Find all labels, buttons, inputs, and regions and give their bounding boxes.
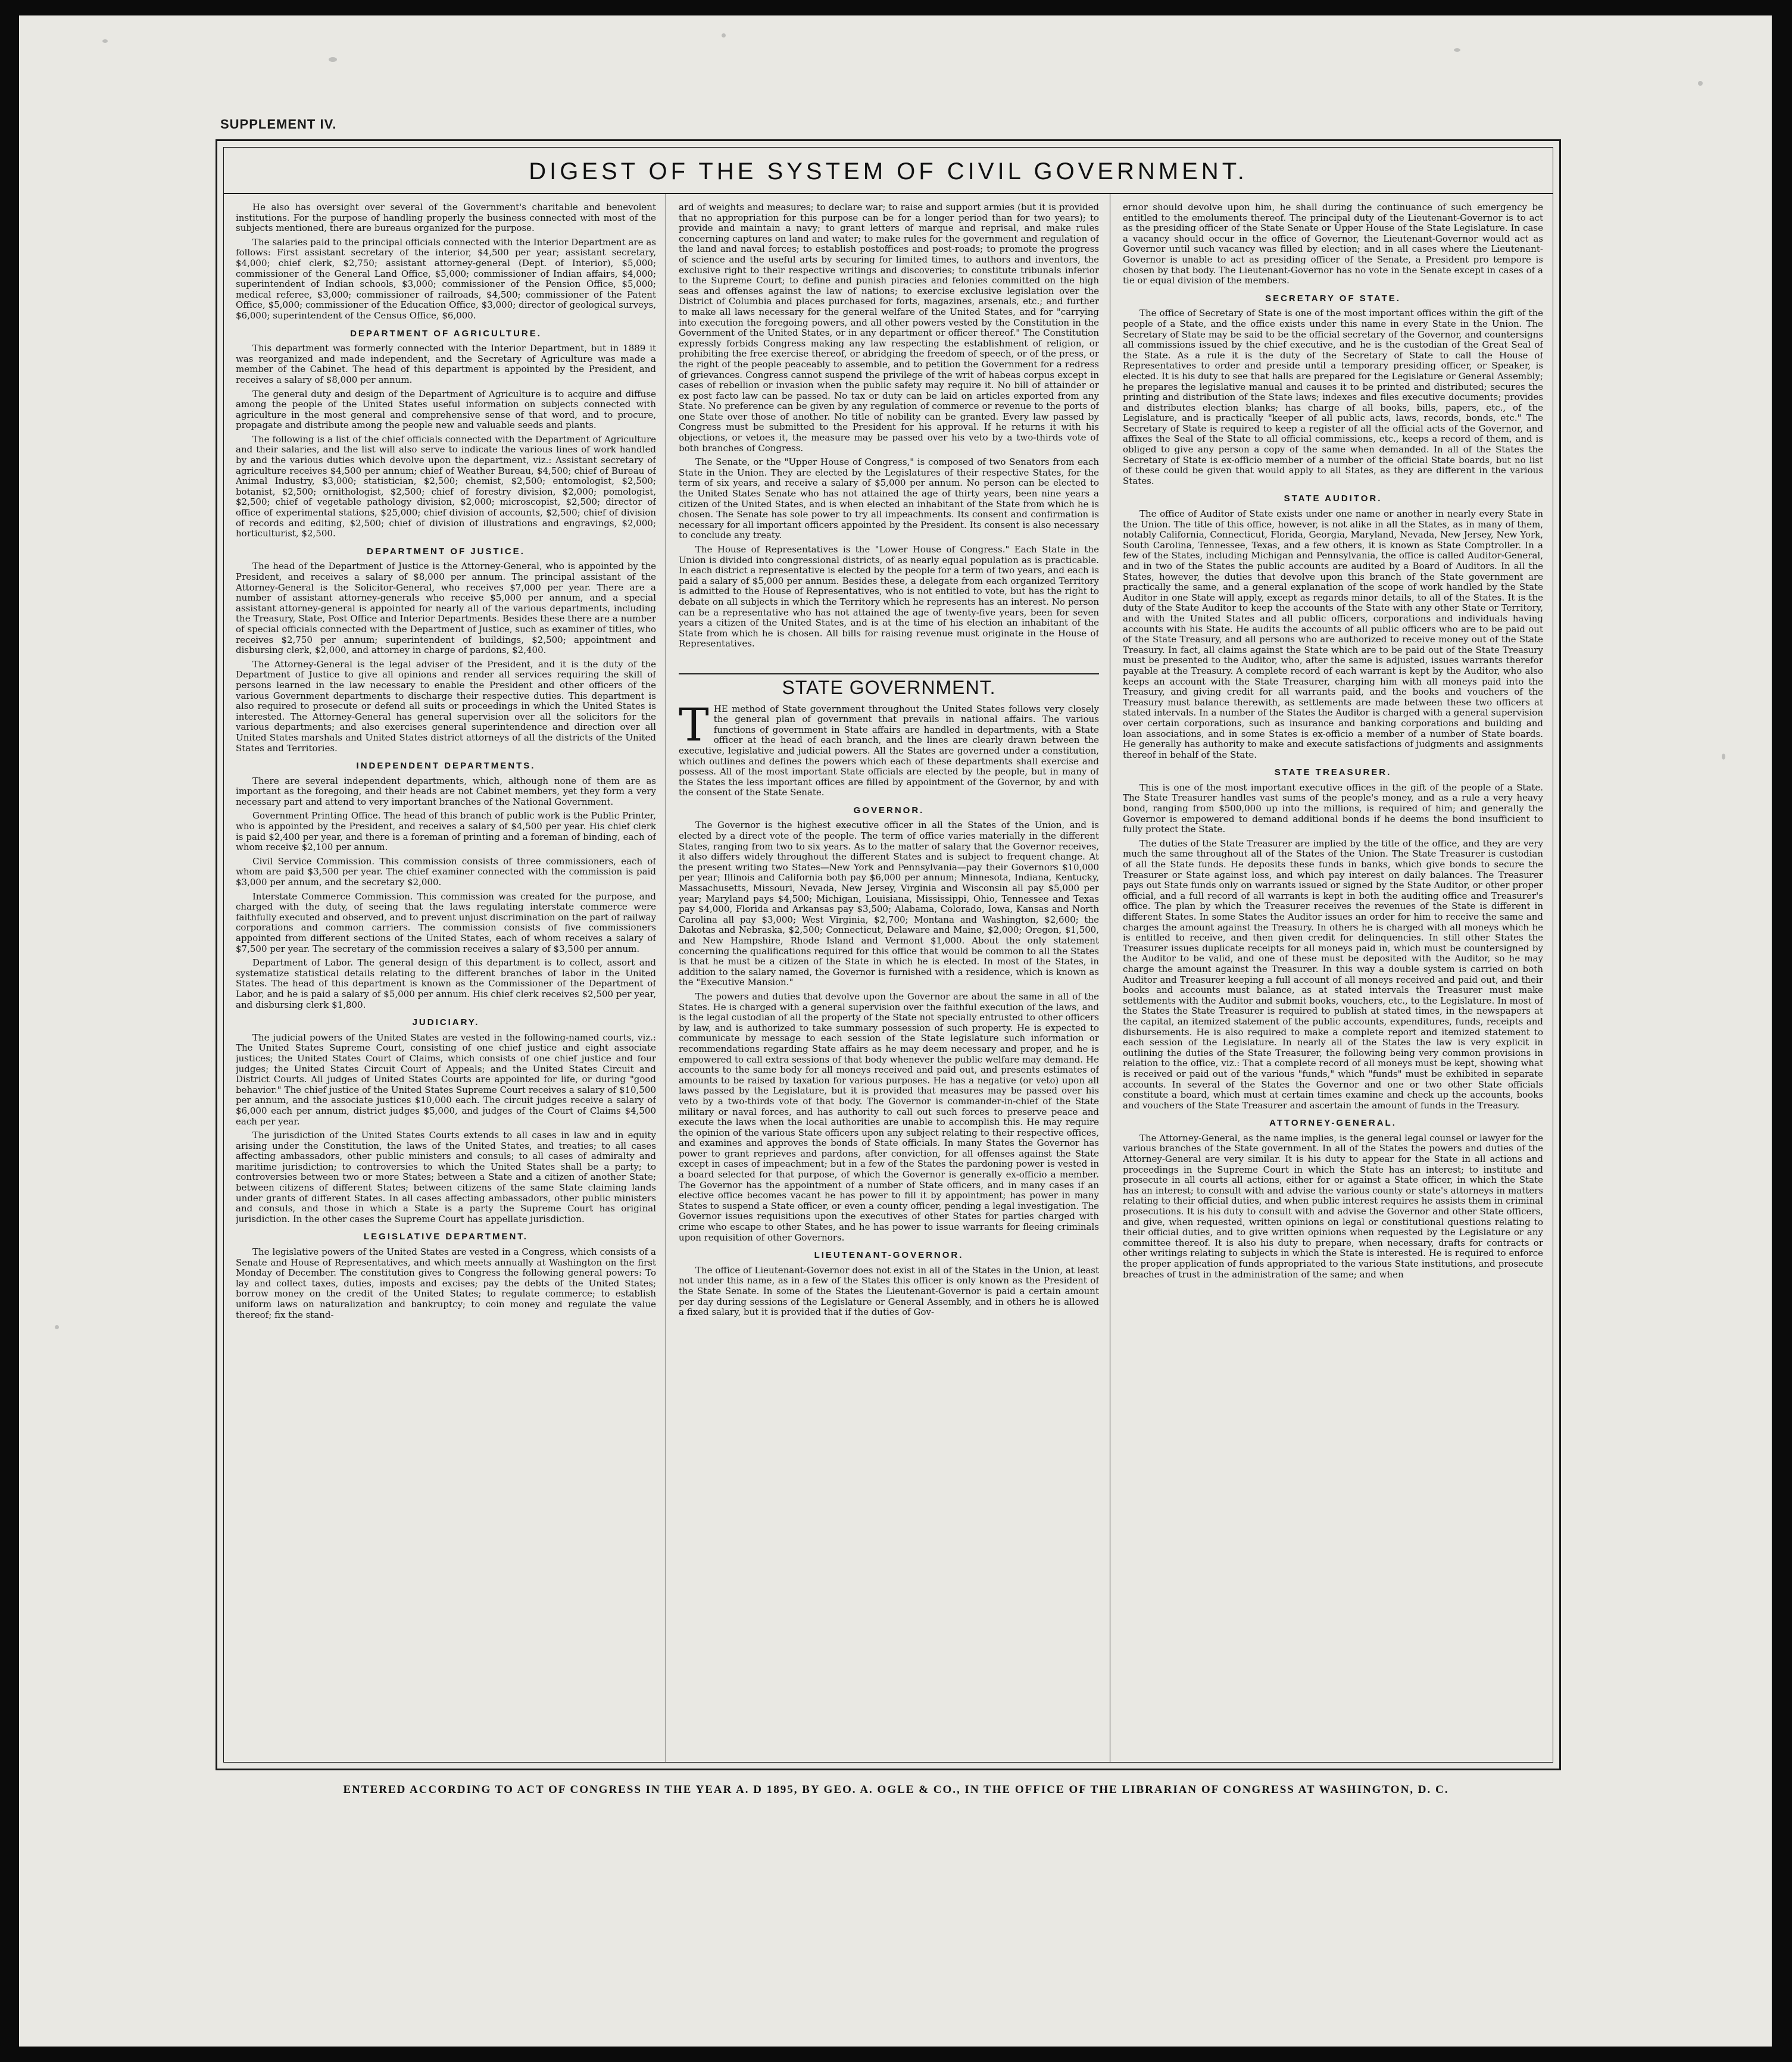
paragraph: He also has oversight over several of the Government's charitable and benevolent institutions. For the purpose of handling properly the business connected with most of the subjects mentioned, there are bureaus organized for the purpose.: [236, 202, 656, 234]
section-heading-treasurer: STATE TREASURER.: [1274, 767, 1392, 778]
paragraph: This department was formerly connected with the Interior Department, but in 1889 it was reorganized and made independent, and the Secretary of Agriculture was made a member of the Cabinet. The head of this department is appointed by the President, and receives a salary of $8,000 per annum.: [236, 343, 656, 385]
paragraph: The legislative powers of the United States are vested in a Congress, which consists of a Senate and House of Representatives, and which meets annually at Washington on the first Monday of December. The constitution gives to Congress the following general powers: To lay and collect taxes, duties, imposts and excises; pay the debts of the United States; borrow money on the credit of the United States; to regulate commerce; to establish uniform laws on naturalization and bankruptcy; to coin money and regulate the value thereof; fix the stand-: [236, 1246, 656, 1320]
section-heading-governor: GOVERNOR.: [853, 805, 925, 816]
paragraph: The Senate, or the "Upper House of Congress," is composed of two Senators from each State in the Union. They are elected by the Legislatures of their respective States, for the term of six years, and receive a salary of $5,000 per annum. No person can be elected to the United States Senate who has not attained the age of thirty years, been nine years a citizen of the United States, and is when elected an inhabitant of the State from which he is chosen. The Senate has sole power to try all impeachments. Its consent and confirmation is necessary for all important officers appointed by the President. Its consent is also necessary to conclude any treaty.: [679, 457, 1099, 541]
state-intro: [679, 704, 1099, 798]
digest-frame: [216, 139, 1561, 1770]
paragraph: HE method of State government throughout the United States follows very closely the general plan of government that prevails in national affairs. The various functions of government in State affairs are handled in departments, with a State officer at the head of each branch, and the lines are clearly drawn between the executive, legislative and judicial powers. All the States are governed under a constitution, which outlines and defines the powers which each of these departments shall exercise and possess. All of the most important State officials are elected by the people, but in many of the States the less important offices are filled by appointment of the Governor, by and with the consent of the State Senate.: [679, 704, 1099, 798]
section-heading-justice: DEPARTMENT OF JUSTICE.: [367, 546, 525, 557]
section-heading-secretary: SECRETARY OF STATE.: [1265, 293, 1401, 304]
paragraph: The head of the Department of Justice is the Attorney-General, who is appointed by the President, and receives a salary of $8,000 per annum. The principal assistant of the Attorney-General is the Solicitor-General, who receives $7,000 per year. There are a number of assistant attorney-generals who receive $5,000 per annum, and a special assistant attorney-general is appointed for nearly all of the various departments, including the Treasury, State, Post Office and Interior Departments. Besides these there are a number of special officials connected with the Department of Justice, such as examiner of titles, who receives $2,750 per annum; superintendent of buildings, $2,500; appointment and disbursing clerk, $2,000, and attorney in charge of pardons, $2,400.: [236, 561, 656, 656]
supplement-label: SUPPLEMENT IV.: [220, 117, 337, 132]
paragraph: The general duty and design of the Department of Agriculture is to acquire and diffuse among the people of the United States useful information on subjects connected with agriculture in the most general and comprehensive sense of that word, and to procure, propagate and distribute among the people new and valuable seeds and plants.: [236, 388, 656, 431]
section-heading-lieutenant-governor: LIEUTENANT-GOVERNOR.: [814, 1250, 964, 1261]
section-heading-judiciary: JUDICIARY.: [412, 1017, 480, 1028]
paragraph: The Attorney-General is the legal adviser of the President, and it is the duty of the Department of Justice to give all opinions and render all services requiring the skill of persons learned in the law necessary to enable the President and other officers of the various Government departments to discharge their respective duties. This department is also required to prosecute or defend all suits or proceedings in which the United States is interested. The Attorney-General has general supervision over all the solicitors for the various departments; and also exercises general superintendence and direction over all United States marshals and United States district attorneys of all the districts of the United States and Territories.: [236, 658, 656, 754]
page-title: DIGEST OF THE SYSTEM OF CIVIL GOVERNMENT.: [529, 158, 1248, 185]
paragraph: Government Printing Office. The head of this branch of public work is the Public Printer, who is appointed by the President, and receives a salary of $4,500 per year. His chief clerk is paid $2,400 per year, and there is a foreman of printing and a foreman of binding, each of whom receive $2,100 per annum.: [236, 810, 656, 853]
title-rule: [224, 193, 1553, 194]
paragraph: The office of Lieutenant-Governor does not exist in all of the States in the Union, at least not under this name, as in a few of the States this officer is only known as the President of the State Senate. In some of the States the Lieutenant-Governor is paid a certain amount per day during sessions of the Legislature or General Assembly, and in others he is allowed a fixed salary, but it is provided that if the duties of Gov-: [679, 1264, 1099, 1318]
paragraph: The office of Secretary of State is one of the most important offices within the gift of the people of a State, and the office exists under this name in every State in the Union. The Secretary of State may be said to be the official secretary of the Governor, and countersigns all commissions issued by the chief executive, and he is the custodian of the Great Seal of the State. As a rule it is the duty of the Secretary of State to call the House of Representatives to order and preside until a temporary presiding officer, or Speaker, is elected. It is his duty to see that halls are prepared for the Legislature or General Assembly; he prepares the legislative manual and causes it to be printed and distributed; secures the printing and distribution of the State laws; indexes and files executive documents; provides and distributes election blanks; has charge of all books, bills, papers, etc., of the Legislature, and is practically "keeper of all public acts, laws, records, bonds, etc." The Secretary of State is required to keep a register of all the official acts of the Governor, and affixes the Seal of the State to all official commissions, etc., keeps a record of them, and is obliged to give any person a copy of the same when demanded. In all of the States the Secretary of State is ex-officio member of a number of the official State boards, but no list of these could be given that would apply to all States, as they are different in the various States.: [1123, 308, 1543, 486]
paragraph: The following is a list of the chief officials connected with the Department of Agriculture and their salaries, and the list will also serve to indicate the various lines of work handled by and the various duties which devolve upon the department, viz.: Assistant secretary of agriculture receives $4,500 per annum; chief of Weather Bureau, $4,500; chief of Bureau of Animal Industry, $3,000; statistician, $2,500; chemist, $2,500; entomologist, $2,500; botanist, $2,500; ornithologist, $2,500; chief of forestry division, $2,000; pomologist, $2,500; chief of vegetable pathology division, $2,000; microscopist, $2,500; director of office of experimental stations, $25,000; chief division of accounts, $2,500; chief of division of records and editing, $2,500; chief of division of illustrations and engravings, $2,000; horticulturist, $2,500.: [236, 433, 656, 539]
copyright-footer: ENTERED ACCORDING TO ACT OF CONGRESS IN THE YEAR A. D 1895, BY GEO. A. OGLE & CO., IN THE OFFICE OF THE LIBRARIAN OF CONGRESS AT WASHINGTON, D. C.: [343, 1783, 1449, 1796]
state-government-heading: STATE GOVERNMENT.: [679, 673, 1099, 693]
paragraph: The salaries paid to the principal officials connected with the Interior Department are as follows: First assistant secretary of the interior, $4,500 per year; assistant secretary, $4,000; chief clerk, $2,750; assistant attorney-general (Dept. of Interior), $5,000; commissioner of the General Land Office, $5,000; commissioner of Indian affairs, $4,000; superintendent of Indian schools, $3,000; commissioner of the Pension Office, $5,000; medical referee, $3,000; commissioner of railroads, $4,500; commissioner of the Patent Office, $5,000; commissioner of the Education Office, $3,000; director of geological surveys, $6,000; superintendent of the Census Office, $6,000.: [236, 236, 656, 321]
paragraph: The Attorney-General, as the name implies, is the general legal counsel or lawyer for the various branches of the State government. In all of the States the powers and duties of the Attorney-General are very similar. It is his duty to appear for the State in all actions and proceedings in the Supreme Court in which the State has an interest; to institute and prosecute in all courts all actions, either for or against a State officer, in which the State has an interest; to consult with and advise the various county or state's attorneys in matters relating to their official duties, and when public interest requires he assists them in criminal prosecutions. It is his duty to consult with and advise the Governor and other State officers, and give, when requested, written opinions on legal or constitutional questions relating to their official duties, and to give written opinions when requested by the Legislature or any committee thereof. It is also his duty to prepare, when necessary, drafts for contracts or other writings relating to subjects in which the State is interested. He is required to enforce the proper application of funds appropriated to the various State institutions, and prosecute breaches of trust in the administration of the same; and when: [1123, 1132, 1543, 1280]
section-heading-agriculture: DEPARTMENT OF AGRICULTURE.: [350, 328, 542, 339]
digest-inner: [223, 147, 1553, 1763]
drop-cap: T: [679, 704, 709, 751]
paragraph: The Governor is the highest executive officer in all the States of the Union, and is elected by a direct vote of the people. The term of office varies materially in the different States, ranging from two to six years. As to the matter of salary that the Governor receives, it also differs widely throughout the different States and is subject to frequent change. At the present writing two States—New York and Pennsylvania—pay their Governors $10,000 per year; Illinois and California both pay $6,000 per annum; Minnesota, Indiana, Kentucky, Massachusetts, Missouri, Nevada, New Jersey, Virginia and Wisconsin all pay $5,000 per year; Maryland pays $4,500; Michigan, Louisiana, Mississippi, Ohio, Tennessee and Texas pay $4,000, Florida and Arkansas pay $3,500; Alabama, Colorado, Iowa, Kansas and North Carolina all pay $3,000; West Virginia, $2,700; Montana and Washington, $2,600; the Dakotas and Nebraska, $2,500; Connecticut, Delaware and Maine, $2,000; Oregon, $1,500, and New Hampshire, Rhode Island and Vermont $1,000. About the only statement concerning the qualifications required for this office that would be common to all the States is that he must be a citizen of the State in which he is elected. In most of the States, in addition to the salary named, the Governor is furnished with a residence, which is known as the "Executive Mansion.": [679, 820, 1099, 988]
section-heading-attorney-general: ATTORNEY-GENERAL.: [1269, 1118, 1397, 1129]
section-heading-legislative: LEGISLATIVE DEPARTMENT.: [364, 1232, 528, 1242]
paragraph: The House of Representatives is the "Lower House of Congress." Each State in the Union is divided into congressional districts, of as nearly equal population as is practicable. In each district a representative is elected by the people for a term of two years, and each is paid a salary of $5,000 per annum. Besides these, a delegate from each organized Territory is admitted to the House of Representatives, who is not entitled to vote, but has the right to debate on all subjects in which the Territory which he represents has an interest. No person can be a representative who has not attained the age of twenty-five years, been for seven years a citizen of the United States, and is at the time of his election an inhabitant of the State from which he is chosen. All bills for raising revenue must originate in the House of Representatives.: [679, 544, 1099, 649]
paragraph: There are several independent departments, which, although none of them are as important as the foregoing, and their heads are not Cabinet members, yet they form a very necessary part and attend to very important branches of the National Government.: [236, 775, 656, 807]
paragraph: The office of Auditor of State exists under one name or another in nearly every State in the Union. The title of this office, however, is not alike in all the States, as in many of them, notably California, Connecticut, Florida, Georgia, Maryland, Nevada, New Jersey, New York, South Carolina, Tennessee, Texas, and a few others, it is known as State Comptroller. In a few of the States, including Michigan and Pennsylvania, the office is called Auditor-General, and in two of the States the public accounts are audited by a Board of Auditors. In all the States, however, the duties that devolve upon this branch of the State government are practically the same, and a general explanation of the scope of work handled by the State Auditor in one State will apply, except as regards minor details, to all of the States. It is the duty of the State Auditor to keep the accounts of the State with any other State or Territory, and with the United States and all public officers, corporations and individuals having accounts with his State. He audits the accounts of all public officers who are to be paid out of the State Treasury, and all persons who are authorized to receive money out of the State Treasury. In fact, all claims against the State which are to be paid out of the State Treasury must be presented to the Auditor, who, after the same is adjusted, issues warrants therefor payable at the Treasury. A complete record of each warrant is kept by the Auditor, who also keeps an account with the State Treasurer, charging him with all moneys paid into the Treasury, and giving credit for all warrants paid, and the books and vouchers of the Treasury must balance therewith, as settlements are made between these two officers at stated intervals. In a number of the States the Auditor is charged with a general supervision over certain corporations, such as insurance and banking corporations and building and loan associations, and in some States is ex-officio a member of a number of State boards. He generally has authority to make and execute satisfactions of judgments and assignments thereof in behalf of the State.: [1123, 508, 1543, 760]
paragraph: Interstate Commerce Commission. This commission was created for the purpose, and charged with the duty, of seeing that the laws regulating interstate commerce were faithfully executed and observed, and to prevent unjust discrimination on the part of railway corporations and common carriers. The commission consists of five commissioners appointed from different sections of the United States, each of whom receives a salary of $7,500 per year. The secretary of the commission receives a salary of $3,500 per annum.: [236, 891, 656, 954]
column-3: [1123, 202, 1543, 1760]
section-heading-auditor: STATE AUDITOR.: [1284, 493, 1382, 504]
column-2: [679, 202, 1099, 1760]
paragraph: The duties of the State Treasurer are implied by the title of the office, and they are very much the same throughout all of the States of the Union. The State Treasurer is custodian of all the State funds. He deposits these funds in banks, which give bonds to secure the Treasurer or State against loss, and which pay interest on daily balances. The Treasurer pays out State funds only on warrants issued or signed by the State Auditor, or other proper official, and a full record of all warrants is kept in both the auditing office and Treasurer's office. The plan by which the Treasurer receives the revenues of the State is different in different States. In some States the Auditor issues an order for him to receive the same and charges the amount against the Treasury. In others he is charged with all moneys which he is entitled to receive, and then given credit for delinquencies. In still other States the Treasurer issues duplicate receipts for all moneys paid in, which must be countersigned by the Auditor to be valid, and one of these must be deposited with the Auditor, so he may charge the amount against the Treasurer. In this way a double system is carried on both Auditor and Treasurer keeping a full account of all moneys received and paid out, and their books and accounts must balance, as at stated intervals the Treasurer must make settlements with the Auditor and submit books, vouchers, etc., to the Legislature. In most of the States the State Treasurer is required to publish at stated times, in the newspapers at the capital, an itemized statement of the public accounts, expenditures, funds, receipts and disbursements. He is also required to make a complete report and itemized statement to each session of the Legislature. In nearly all of the States the law is very explicit in outlining the duties of the State Treasurer, the following being very common provisions in relation to the office, viz.: That a complete record of all moneys must be kept, showing what is received or paid out of the various "funds," which "funds" must be exhibited in separate accounts. In several of the States the Governor and one or two other State officials constitute a board, which must at certain times examine and check up the accounts, books and vouchers of the State Treasurer and ascertain the amount of funds in the Treasury.: [1123, 838, 1543, 1111]
paragraph: Civil Service Commission. This commission consists of three commissioners, each of whom are paid $3,500 per year. The chief examiner connected with the commission is paid $3,000 per annum, and the secretary $2,000.: [236, 855, 656, 888]
paragraph: ard of weights and measures; to declare war; to raise and support armies (but it is provided that no appropriation for this purpose can be for a longer period than for two years); to provide and maintain a navy; to grant letters of marque and reprisal, and make rules concerning captures on land and water; to make rules for the government and regulation of the land and naval forces; to establish postoffices and post-roads; to promote the progress of science and the useful arts by securing for limited times, to authors and inventors, the exclusive right to their respective writings and discoveries; to constitute tribunals inferior to the Supreme Court; to define and punish piracies and felonies committed on the high seas and offenses against the law of nations; to exercise exclusive legislation over the District of Columbia and places purchased for forts, magazines, arsenals, etc.; and further to make all laws necessary for the general welfare of the United States, and for "carrying into execution the foregoing powers, and all other powers vested by the Constitution in the Government of the United States, or in any department or officer thereof." The Constitution expressly forbids Congress making any law respecting the establishment of religion, or prohibiting the free exercise thereof, or abridging the freedom of speech, or of the press, or the right of the people peaceably to assemble, and to petition the Government for a redress of grievances. Congress cannot suspend the privilege of the writ of habeas corpus except in cases of rebellion or invasion when the public safety may require it. No bill of attainder or ex post facto law can be passed. No tax or duty can be laid on articles exported from any State. No preference can be given by any regulation of commerce or revenue to the ports of one State over those of another. No title of nobility can be granted. Every law passed by Congress must be submitted to the President for his approval. If he returns it with his objections, or vetoes it, the measure may be passed over his veto by a two-thirds vote of both branches of Congress.: [679, 202, 1099, 454]
column-1: [236, 202, 656, 1760]
paragraph: ernor should devolve upon him, he shall during the continuance of such emergency be entitled to the emoluments thereof. The principal duty of the Lieutenant-Governor is to act as the presiding officer of the State Senate or Upper House of the State Legislature. In case a vacancy should occur in the office of Governor, the Lieutenant-Governor would act as Governor until such vacancy was filled by election; and in all cases where the Lieutenant-Governor is unable to act as presiding officer of the Senate, a President pro tempore is chosen by that body. The Lieutenant-Governor has no vote in the Senate except in cases of a tie or equal division of the members.: [1123, 202, 1543, 286]
section-heading-independent: INDEPENDENT DEPARTMENTS.: [356, 761, 536, 771]
paragraph: The jurisdiction of the United States Courts extends to all cases in law and in equity arising under the Constitution, the laws of the United States, and treaties; to all cases affecting ambassadors, other public ministers and consuls; to all cases of admiralty and maritime jurisdiction; to controversies to which the United States shall be a party; to controversies between two or more States; between a State and a citizen of another State; between citizens of different States; between citizens of the same State claiming lands under grants of different States. In all cases affecting ambassadors, other public ministers and consuls, and those in which a State is a party the Supreme Court has original jurisdiction. In the other cases the Supreme Court has appellate jurisdiction.: [236, 1130, 656, 1224]
paragraph: This is one of the most important executive offices in the gift of the people of a State. The State Treasurer handles vast sums of the people's money, and as a rule a very heavy bond, ranging from $500,000 up into the millions, is required of him; and generally the Governor is empowered to demand additional bonds if he deems the bond insufficient to fully protect the State.: [1123, 782, 1543, 835]
paragraph: The powers and duties that devolve upon the Governor are about the same in all of the States. He is charged with a general supervision over the faithful execution of the laws, and is the legal custodian of all the property of the State not specially entrusted to other officers by law, and is authorized to take summary possession of such property. He is expected to communicate by message to each session of the State legislature such information or recommendations regarding State affairs as he may deem necessary and proper, and he is empowered to call extra sessions of that body whenever the public welfare may demand. He accounts to the same body for all moneys received and paid out, and presents estimates of amounts to be raised by taxation for various purposes. He has a negative (or veto) upon all laws passed by the Legislature, but it is provided that measures may be passed over his veto by a two-thirds vote of that body. The Governor is commander-in-chief of the State military or naval forces, and has authority to call out such forces to preserve peace and execute the laws when the local authorities are unable to accomplish this. He may require the opinion of the various State officers upon any subject relating to their respective offices, and examines and approves the bonds of State officials. In many States the Governor has power to grant reprieves and pardons, after conviction, for all offenses against the State except in cases of impeachment; but in a few of the States the pardoning power is vested in a board selected for that purpose, of which the Governor is generally ex-officio a member. The Governor has the appointment of a number of State officers, and in many cases if an elective office becomes vacant he has power to fill it by appointment; has power in many States to suspend a State officer, or even a county officer, pending a legal investigation. The Governor issues requisitions upon the executives of other States for parties charged with crime who escape to other States, and he has power to issue warrants for fleeing criminals upon requisition of other Governors.: [679, 991, 1099, 1243]
paragraph: Department of Labor. The general design of this department is to collect, assort and systematize statistical details relating to the different branches of labor in the United States. The head of this department is known as the Commissioner of the Department of Labor, and he is paid a salary of $5,000 per annum. His chief clerk receives $2,500 per year, and disbursing clerk $1,800.: [236, 957, 656, 1010]
paragraph: The judicial powers of the United States are vested in the following-named courts, viz.: The United States Supreme Court, consisting of one chief justice and eight associate justices; the United States Court of Claims, which consists of one chief justice and four judges; the United States Circuit Court of Appeals; and the United States Circuit and District Courts. All judges of United States Courts are appointed for life, or during "good behavior." The chief justice of the United States Supreme Court receives a salary of $10,500 per annum, and the associate justices $10,000 each. The circuit judges receive a salary of $6,000 each per annum, district judges $5,000, and judges of the Court of Claims $4,500 each per year.: [236, 1032, 656, 1127]
